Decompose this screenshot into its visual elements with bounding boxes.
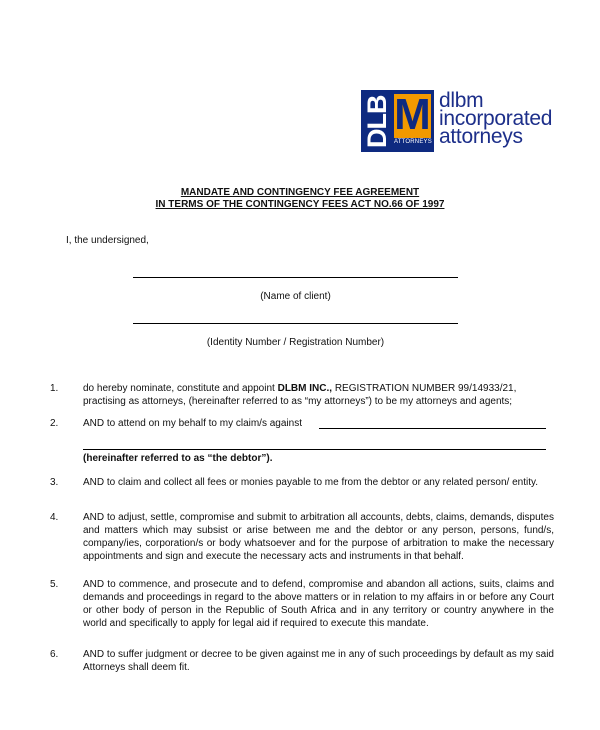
debtor-note: (hereinafter referred to as “the debtor”). xyxy=(83,453,273,464)
identity-number-line[interactable] xyxy=(133,323,458,324)
intro-text: I, the undersigned, xyxy=(66,235,149,246)
clause-6-text: AND to suffer judgment or decree to be given against me in any of such proceedings by default as my said Attorneys shall deem fit. xyxy=(83,649,554,673)
debtor-name-line[interactable] xyxy=(319,428,546,429)
logo-text-line2: incorporated xyxy=(439,107,553,130)
clause-5-text: AND to commence, and prosecute and to defend, compromise and abandon all actions, suits, claims and demands and proceedings in regard to the above matters or in relation to my affairs in or before any Court or other body of person in the Republic of South Africa and in any territory or country anywhere in the world and specifically to apply for legal aid if required to execute this mandate. xyxy=(83,579,554,629)
document-subtitle: IN TERMS OF THE CONTINGENCY FEES ACT NO.66 OF 1997 xyxy=(155,199,445,210)
logo-mark-letters: DLB xyxy=(362,95,392,148)
clause-2-text: AND to attend on my behalf to my claim/s against xyxy=(83,418,302,429)
clause-number: 3. xyxy=(50,477,59,488)
clause-1-pre: do hereby nominate, constitute and appoint xyxy=(83,383,278,394)
document-title: MANDATE AND CONTINGENCY FEE AGREEMENT xyxy=(180,187,420,198)
clause-number: 5. xyxy=(50,579,59,590)
logo-wordmark xyxy=(439,89,553,148)
clause-number: 1. xyxy=(50,383,59,394)
clause-1-post: REGISTRATION NUMBER 99/14933/21, practising as attorneys, (hereinafter referred to as “my attorneys”) to be my attorneys and agents; xyxy=(83,383,517,407)
firm-name: DLBM INC., xyxy=(277,383,333,394)
clause-number: 2. xyxy=(50,418,59,429)
clause-4-text: AND to adjust, settle, compromise and submit to arbitration all accounts, debts, claims, demands, disputes and matters which may subsist or arise between me and the debtor or any person, persons, fund/s, company/ies, corporation/s or body whatsoever and for the purpose of arbitration to make the necessary appointments and sign and execute the necessary acts and instruments in that behalf. xyxy=(83,512,554,562)
clause-number: 4. xyxy=(50,512,59,523)
logo-mark-m: M xyxy=(394,90,431,139)
logo-text-line3: attorneys xyxy=(439,125,523,148)
debtor-name-line-2[interactable] xyxy=(83,449,546,450)
company-logo xyxy=(361,90,551,152)
client-name-caption: (Name of client) xyxy=(260,291,331,302)
logo-mark-subtitle: ATTORNEYS xyxy=(394,139,432,145)
logo-text-line1: dlbm xyxy=(439,89,484,112)
client-name-line[interactable] xyxy=(133,277,458,278)
clause-number: 6. xyxy=(50,649,59,660)
clause-1-text xyxy=(83,382,554,408)
identity-number-caption: (Identity Number / Registration Number) xyxy=(206,337,385,348)
clause-3-text: AND to claim and collect all fees or monies payable to me from the debtor or any related person/ entity. xyxy=(83,477,539,488)
